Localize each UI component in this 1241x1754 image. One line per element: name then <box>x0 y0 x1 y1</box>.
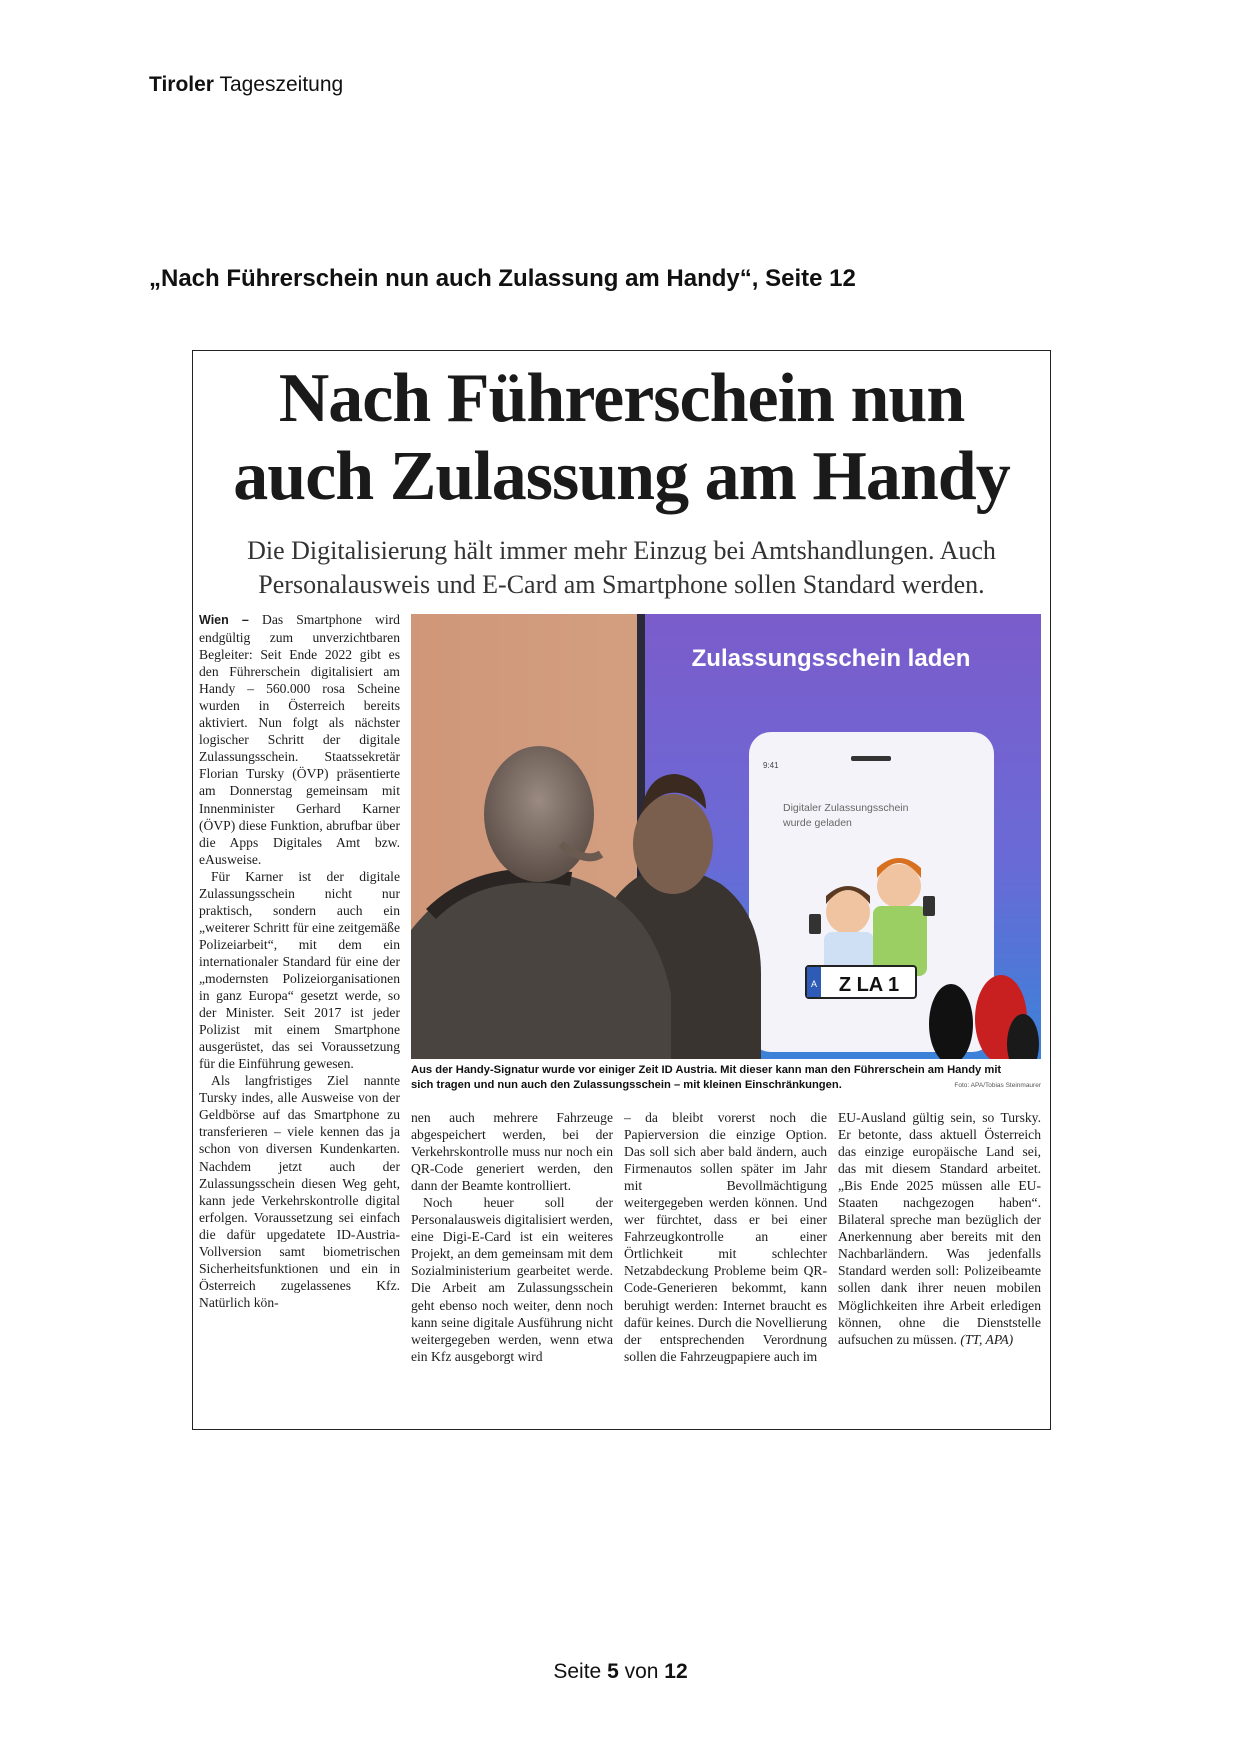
svg-text:Z LA 1: Z LA 1 <box>838 974 900 996</box>
publication-name <box>149 73 343 97</box>
svg-text:Zulassungsschein laden: Zulassungsschein laden <box>691 645 971 672</box>
source-tag: (TT, APA) <box>960 1331 1014 1347</box>
current-page: 5 <box>607 1660 619 1683</box>
paragraph: Als langfristiges Ziel nannte Tursky indes, alle Ausweise von der Geldbörse auf das Smartphone zu transferieren – viele kennen das ja schon von diversen Kundenkarten. Nachdem jetzt auch der Zulassungsschein diesen Weg geht, kann jede Verkehrskontrolle digital erfolgen. Voraussetzung sei einfach die dafür upgedatete ID-Austria-Vollversion samt biometrischen Sicherheitsfunktionen und ein in Österreich zugelassenes Kfz. Natürlich kön- <box>199 1073 400 1310</box>
photo-credit: Foto: APA/Tobias Steinmaurer <box>954 1082 1041 1089</box>
dateline: Wien – <box>199 613 249 627</box>
page-number <box>0 1660 1241 1684</box>
publication-name-rest: Tageszeitung <box>219 73 344 96</box>
newspaper-clipping <box>192 350 1051 1430</box>
license-plate <box>806 966 916 998</box>
headline-line-2: auch Zulassung am Handy <box>233 438 1010 515</box>
paragraph: Noch heuer soll der Personalausweis digitalisiert werden, eine Digi-E-Card ist ein weiteres Projekt, an dem gemeinsam mit dem Sozialministerium gearbeitet werde. Die Arbeit am Zulassungsschein geht ebenso noch weiter, denn noch kann seine digitale Ausführung nicht weitergegeben werden, wenn etwa ein Kfz ausgeborgt wird <box>411 1195 613 1364</box>
headline-line-1: Nach Führerschein nun <box>278 360 965 437</box>
page-prefix: Seite <box>553 1660 602 1683</box>
caption-line-1: Aus der Handy-Signatur wurde vor einiger Zeit ID Austria. Mit dieser kann man den Führerschein am Handy mit <box>411 1064 1002 1076</box>
paragraph: Das Smartphone wird endgültig zum unverzichtbaren Begleiter: Seit Ende 2022 gibt es den Führerschein digitalisiert am Handy – 560.000 rosa Scheine wurden in Österreich bereits aktiviert. Nun folgt als nächster logischer Schritt der digitale Zulassungsschein. Staatssekretär Florian Tursky (ÖVP) präsentierte am Donnerstag gemeinsam mit Innenminister Gerhard Karner (ÖVP) diese Funktion, abrufbar über die Apps Digitales Amt bzw. eAusweise. <box>199 612 400 867</box>
article-column-4 <box>838 1109 1041 1419</box>
total-pages: 12 <box>664 1660 688 1683</box>
article-column-3 <box>624 1109 827 1419</box>
article-photo <box>411 614 1041 1059</box>
publication-name-bold: Tiroler <box>149 73 214 96</box>
paragraph: nen auch mehrere Fahrzeuge abgespeichert werden, bei der Verkehrskontrolle muss nur noch ein QR-Code generiert werden, den dann der Beamte kontrolliert. <box>411 1110 613 1194</box>
svg-text:A: A <box>810 979 818 989</box>
svg-text:Digitaler Zulassungsschein: Digitaler Zulassungsschein <box>783 802 909 814</box>
caption-line-2: sich tragen und nun auch den Zulassungsschein – mit kleinen Einschränkungen. <box>411 1079 842 1091</box>
svg-text:9:41: 9:41 <box>763 761 779 770</box>
deck-line-1: Die Digitalisierung hält immer mehr Einzug bei Amtshandlungen. Auch <box>247 536 996 565</box>
article-column-1 <box>199 611 400 1419</box>
deck-line-2: Personalausweis und E-Card am Smartphone sollen Standard werden. <box>258 570 985 599</box>
screen-banner <box>692 645 971 672</box>
paragraph: EU-Ausland gültig sein, so Tursky. Er betonte, dass aktuell Österreich das einzige europäische Land sei, das mit diesem Standard arbeitet. „Bis Ende 2025 müssen alle EU-Staaten nachgezogen haben“. Bilateral spreche man bezüglich der Anerkennung aber bereits mit den Nachbarländern. Was jedenfalls Standard werden soll: Polizeibeamte sollen dank ihrer neuen mobilen Möglichkeiten ihre Arbeit erledigen können, ohne die Dienststelle aufsuchen zu müssen. <box>838 1110 1041 1347</box>
page-middle: von <box>624 1660 659 1683</box>
article-column-2 <box>411 1109 613 1419</box>
svg-text:wurde geladen: wurde geladen <box>783 817 852 829</box>
paragraph: Für Karner ist der digitale Zulassungsschein nicht nur praktisch, sondern auch ein „weiterer Schritt für eine zeitgemäße Polizeiarbeit“, mit dem ein internationaler Standard für eine der „modernsten Polizeiorganisationen in ganz Europa“ gesetzt werde, so der Minister. Seit 2017 ist jeder Polizist mit einem Smartphone ausgerüstet, das sei Voraussetzung für die Einführung gewesen. <box>199 868 400 1072</box>
document-title: „Nach Führerschein nun auch Zulassung am Handy“, Seite 12 <box>149 265 856 292</box>
paragraph: – da bleibt vorerst noch die Papierversion die einzige Option. Das soll sich aber bald ändern, auch Firmenautos sollen später im Jahr mit Bevollmächtigung weitergegeben werden können. Und wer fürchtet, dass er bei einer Fahrzeugkontrolle an einer Örtlichkeit mit schlechter Netzabdeckung Probleme beim QR-Code-Generieren bekommt, kann beruhigt werden: Internet braucht es dafür keines. Durch die Novellierung der entsprechenden Verordnung sollen die Fahrzeugpapiere auch im <box>624 1110 827 1364</box>
